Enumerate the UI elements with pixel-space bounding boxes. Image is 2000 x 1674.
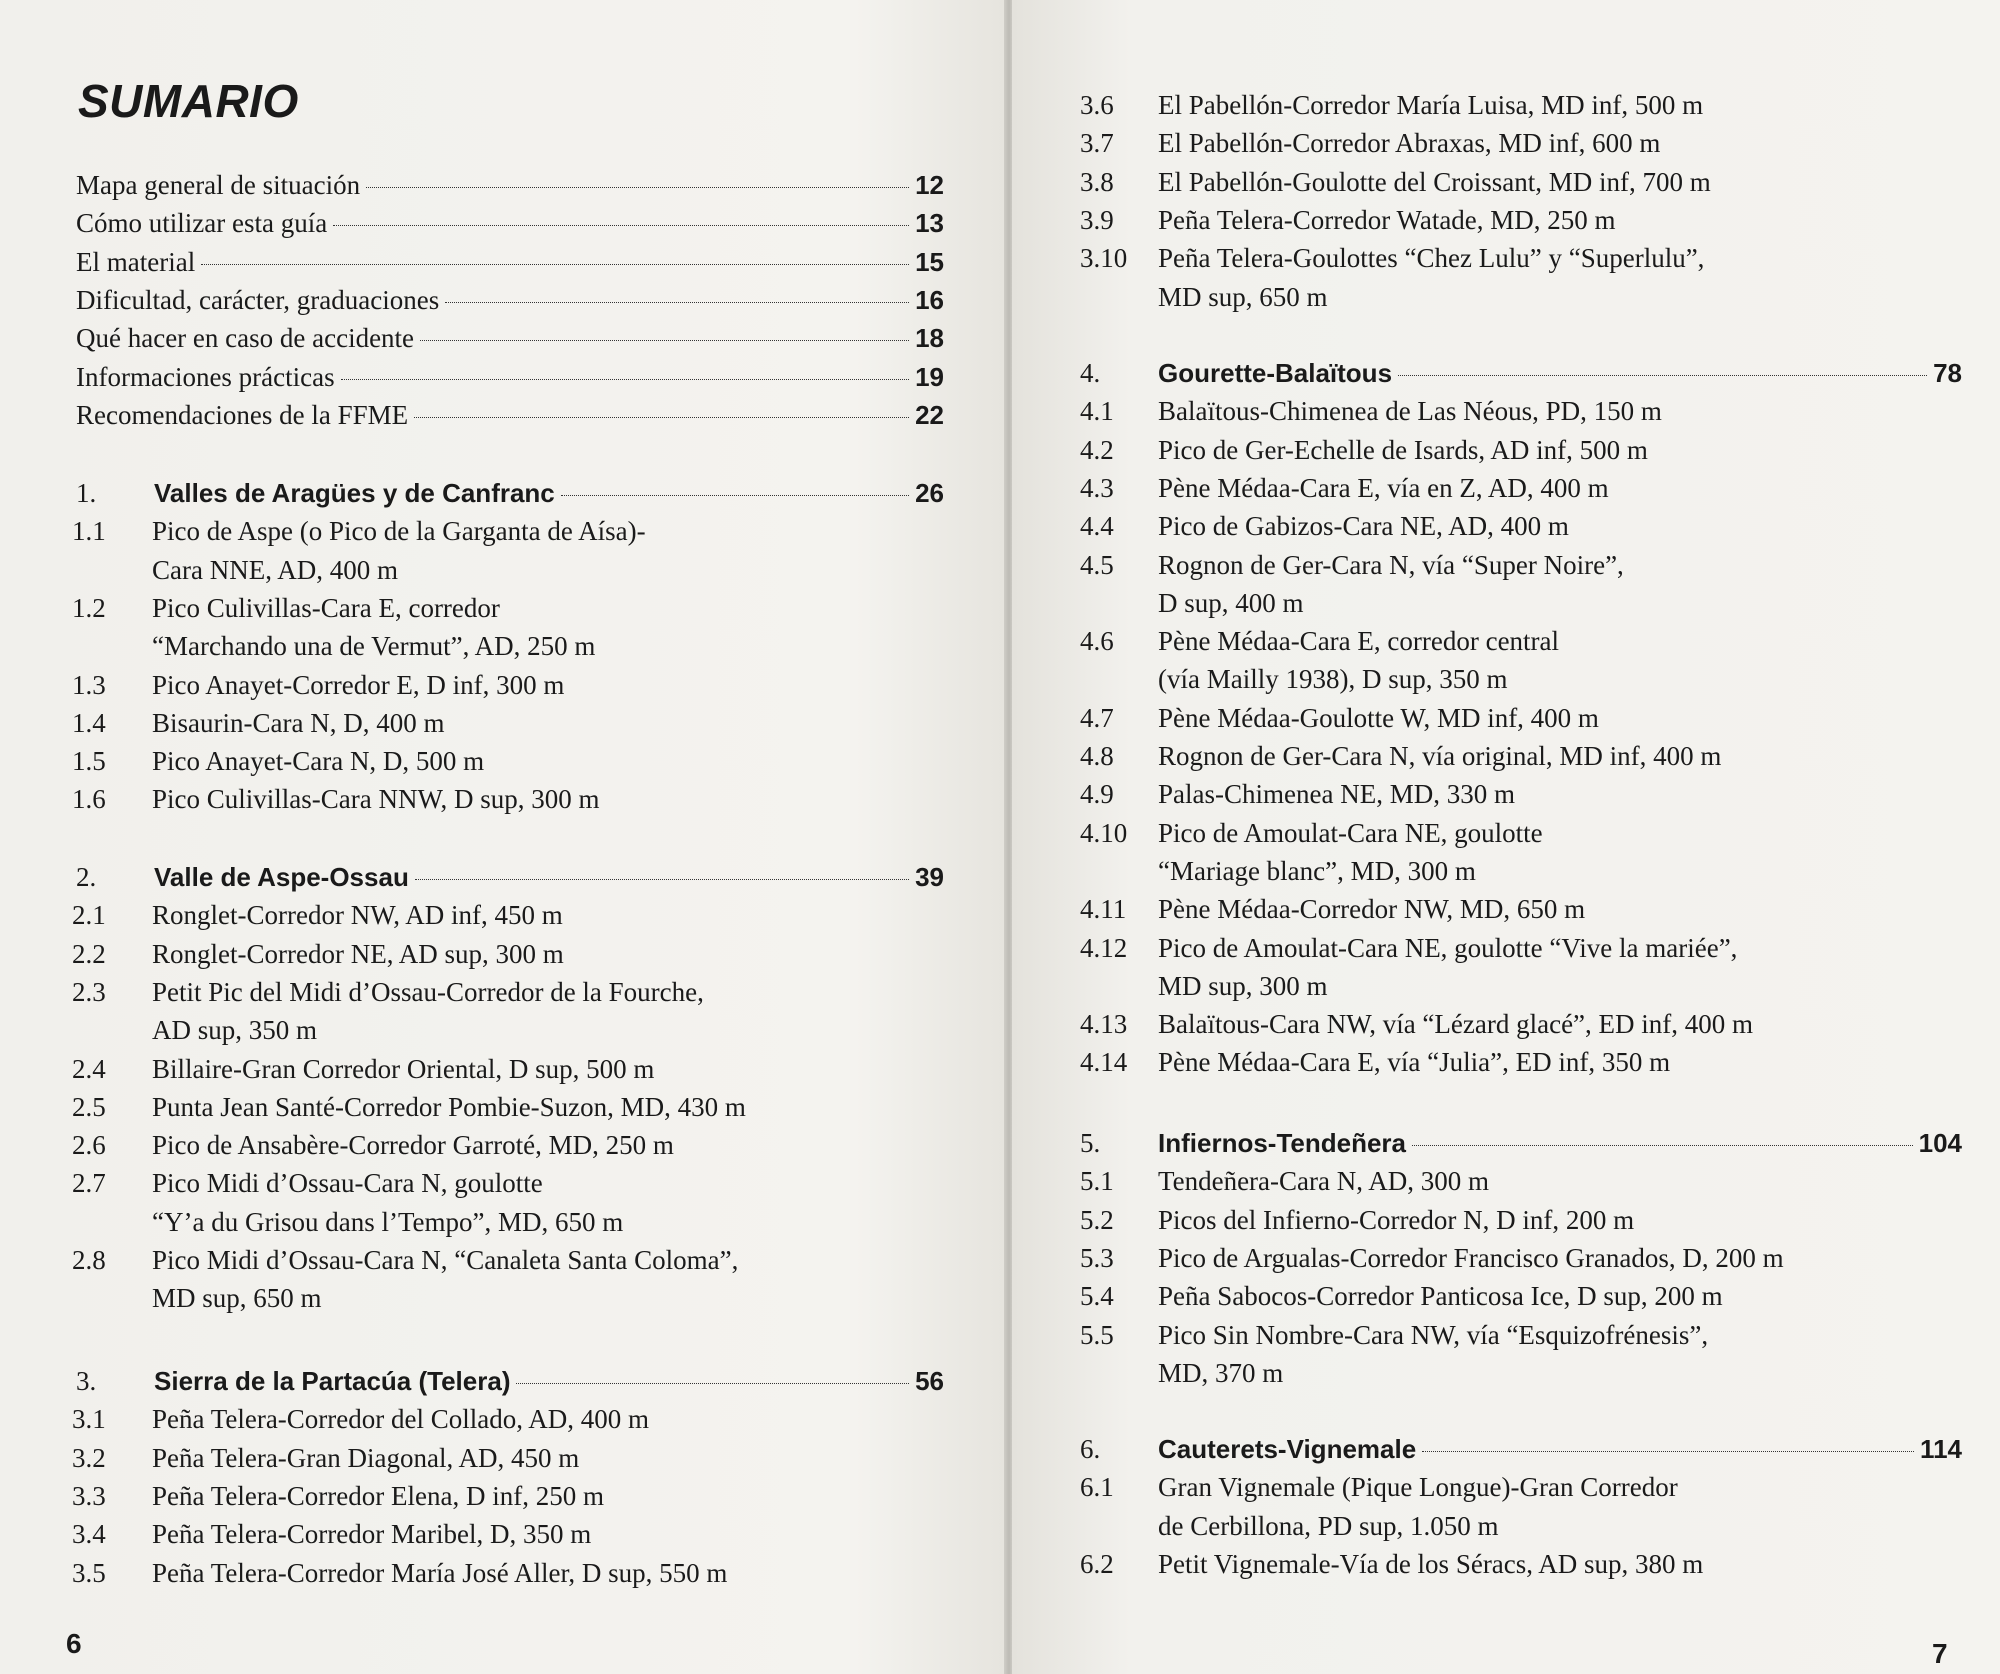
page-ref: 22 <box>915 399 944 430</box>
entry-text: Pico Culivillas-Cara E, corredor <box>152 592 500 623</box>
toc-item-line <box>72 1517 932 1551</box>
section-title: Gourette-Balaïtous <box>1158 358 1393 388</box>
entry-number: 3.5 <box>72 1557 106 1588</box>
entry-number: 3.6 <box>1080 90 1114 120</box>
dot-leader <box>445 302 909 303</box>
entry-text: AD sup, 350 m <box>152 1015 318 1046</box>
entry-number: 4.9 <box>1080 779 1114 810</box>
page-ref: 26 <box>915 478 944 508</box>
entry-number: 4.1 <box>1080 396 1114 427</box>
dot-leader <box>201 264 909 265</box>
toc-intro-entry <box>76 283 944 317</box>
entry-number: 2.1 <box>72 900 106 931</box>
entry-text: Pico Midi d’Ossau-Cara N, “Canaleta Santa Coloma”, <box>152 1245 739 1275</box>
page-ref: 114 <box>1920 1434 1962 1464</box>
entry-number: 3.3 <box>72 1480 106 1511</box>
entry-number: 4. <box>1080 358 1101 388</box>
entry-text: Billaire-Gran Corredor Oriental, D sup, 500 m <box>152 1053 655 1084</box>
toc-section-header <box>76 476 944 510</box>
dot-leader <box>414 417 909 418</box>
toc-item-line <box>1080 471 1960 505</box>
entry-number: 6. <box>1080 1434 1101 1464</box>
toc-item-line <box>1080 126 1960 160</box>
toc-item-line <box>72 1013 932 1047</box>
toc-item-line <box>72 1281 932 1315</box>
dot-leader <box>420 340 909 341</box>
entry-number: 5.4 <box>1080 1281 1114 1312</box>
toc-item-line <box>1080 394 1960 428</box>
toc-section-header <box>76 860 944 894</box>
toc-item-line <box>1080 165 1960 199</box>
toc-item-line <box>72 898 932 932</box>
entry-text: Peña Telera-Corredor María José Aller, D sup, 550 m <box>152 1557 728 1588</box>
entry-number: 5.1 <box>1080 1166 1114 1197</box>
toc-item-line <box>1080 739 1960 773</box>
toc-item-line <box>1080 548 1960 582</box>
dot-leader <box>333 225 909 226</box>
entry-text: (vía Mailly 1938), D sup, 350 m <box>1158 664 1508 695</box>
toc-item-line <box>1080 1547 1960 1581</box>
dot-leader <box>341 379 909 380</box>
entry-number: 4.2 <box>1080 434 1114 465</box>
section-title: Infiernos-Tendeñera <box>1158 1128 1407 1158</box>
entry-text: Picos del Infierno-Corredor N, D inf, 200 m <box>1158 1204 1635 1235</box>
entry-number: 4.11 <box>1080 894 1127 925</box>
entry-text: Informaciones prácticas <box>76 361 335 392</box>
entry-text: Peña Telera-Corredor Watade, MD, 250 m <box>1158 204 1616 235</box>
toc-item-line <box>1080 1356 1960 1390</box>
entry-text: Peña Telera-Goulottes “Chez Lulu” y “Superlulu”, <box>1158 243 1705 274</box>
page-ref: 104 <box>1918 1128 1962 1158</box>
toc-item-line <box>72 591 932 625</box>
toc-item-line <box>72 1128 932 1162</box>
toc-item-line <box>1080 624 1960 658</box>
entry-text: El material <box>76 246 196 277</box>
toc-item-line <box>1080 931 1960 965</box>
entry-text: Peña Telera-Corredor del Collado, AD, 400 m <box>152 1404 649 1435</box>
entry-number: 3.2 <box>72 1442 106 1473</box>
entry-text: MD, 370 m <box>1158 1357 1284 1388</box>
entry-text: “Marchando una de Vermut”, AD, 250 m <box>152 631 596 662</box>
toc-item-line <box>72 1052 932 1086</box>
entry-text: Pico Anayet-Corredor E, D inf, 300 m <box>152 669 565 700</box>
page-ref: 19 <box>915 361 944 392</box>
toc-item-line <box>1080 1318 1960 1352</box>
toc-item-line <box>1080 1045 1960 1079</box>
toc-item-line <box>1080 969 1960 1003</box>
page-ref: 16 <box>915 284 944 315</box>
toc-item-line <box>1080 88 1960 122</box>
entry-text: Petit Vignemale-Vía de los Séracs, AD sup, 380 m <box>1158 1548 1704 1579</box>
toc-item-line <box>1080 586 1960 620</box>
toc-item-line <box>72 1402 932 1436</box>
toc-item-line <box>72 937 932 971</box>
toc-item-line <box>72 975 932 1009</box>
entry-text: Pico Sin Nombre-Cara NW, vía “Esquizofrénesis”, <box>1158 1319 1709 1350</box>
entry-text: MD sup, 650 m <box>1158 281 1328 312</box>
toc-item-line <box>72 1479 932 1513</box>
entry-text: Peña Sabocos-Corredor Panticosa Ice, D sup, 200 m <box>1158 1281 1723 1312</box>
entry-text: Pico de Ansabère-Corredor Garroté, MD, 250 m <box>152 1130 674 1161</box>
entry-number: 3.1 <box>72 1404 106 1435</box>
entry-number: 3.8 <box>1080 166 1114 197</box>
entry-number: 6.2 <box>1080 1548 1114 1579</box>
toc-intro-entry <box>76 321 944 355</box>
entry-number: 1.4 <box>72 707 106 738</box>
entry-text: Cómo utilizar esta guía <box>76 208 328 239</box>
entry-number: 4.8 <box>1080 741 1114 771</box>
toc-item-line <box>1080 280 1960 314</box>
entry-number: 4.6 <box>1080 626 1114 657</box>
page-ref: 78 <box>1933 358 1962 388</box>
toc-item-line <box>72 514 932 548</box>
dot-leader <box>415 879 909 880</box>
entry-number: 3. <box>76 1366 97 1396</box>
toc-item-line <box>1080 241 1960 275</box>
entry-number: 4.13 <box>1080 1009 1128 1040</box>
entry-number: 1. <box>76 478 97 508</box>
entry-text: Gran Vignemale (Pique Longue)-Gran Corredor <box>1158 1472 1678 1503</box>
entry-text: Mapa general de situación <box>76 170 361 200</box>
entry-number: 2.6 <box>72 1130 106 1161</box>
entry-text: “Y’a du Grisou dans l’Tempo”, MD, 650 m <box>152 1206 624 1237</box>
toc-item-line <box>72 744 932 778</box>
entry-number: 3.4 <box>72 1519 106 1550</box>
entry-text: Pico de Amoulat-Cara NE, goulotte <box>1158 817 1543 848</box>
entry-text: Ronglet-Corredor NE, AD sup, 300 m <box>152 938 564 969</box>
entry-number: 4.12 <box>1080 932 1128 963</box>
entry-number: 2.7 <box>72 1168 106 1199</box>
entry-text: Balaïtous-Cara NW, vía “Lézard glacé”, ED inf, 400 m <box>1158 1009 1754 1040</box>
page-ref: 15 <box>915 246 944 277</box>
entry-text: Recomendaciones de la FFME <box>76 399 409 430</box>
entry-text: Pico Anayet-Cara N, D, 500 m <box>152 746 485 777</box>
entry-number: 4.4 <box>1080 511 1114 542</box>
entry-text: Peña Telera-Gran Diagonal, AD, 450 m <box>152 1442 580 1473</box>
entry-number: 6.1 <box>1080 1472 1114 1503</box>
toc-item-line <box>72 1441 932 1475</box>
dot-leader <box>366 187 909 188</box>
entry-text: Pène Médaa-Cara E, vía “Julia”, ED inf, 350 m <box>1158 1047 1671 1078</box>
toc-item-line <box>1080 1203 1960 1237</box>
toc-item-line <box>72 1090 932 1124</box>
entry-text: Bisaurin-Cara N, D, 400 m <box>152 707 445 738</box>
toc-intro-entry <box>76 245 944 279</box>
entry-number: 5.2 <box>1080 1204 1114 1235</box>
entry-text: Pène Médaa-Cara E, corredor central <box>1158 626 1560 657</box>
entry-text: Tendeñera-Cara N, AD, 300 m <box>1158 1166 1490 1197</box>
dot-leader <box>516 1383 909 1384</box>
page-ref: 18 <box>915 323 944 354</box>
toc-item-line <box>72 629 932 663</box>
toc-section-header <box>76 1364 944 1398</box>
entry-number: 4.14 <box>1080 1047 1128 1078</box>
toc-item-line <box>72 706 932 740</box>
entry-text: Pène Médaa-Goulotte W, MD inf, 400 m <box>1158 702 1599 733</box>
entry-text: “Mariage blanc”, MD, 300 m <box>1158 855 1476 886</box>
entry-number: 2.4 <box>72 1053 106 1084</box>
entry-text: Pène Médaa-Cara E, vía en Z, AD, 400 m <box>1158 472 1609 503</box>
entry-text: Pène Médaa-Corredor NW, MD, 650 m <box>1158 894 1586 925</box>
toc-item-line <box>72 782 932 816</box>
page-number-right: 7 <box>1932 1638 1948 1669</box>
entry-text: Punta Jean Santé-Corredor Pombie-Suzon, MD, 430 m <box>152 1091 746 1122</box>
entry-number: 3.10 <box>1080 243 1128 274</box>
entry-text: Rognon de Ger-Cara N, vía “Super Noire”, <box>1158 549 1624 580</box>
entry-text: Cara NNE, AD, 400 m <box>152 554 398 585</box>
page-title: SUMARIO <box>78 75 299 127</box>
entry-text: MD sup, 650 m <box>152 1283 322 1314</box>
toc-item-line <box>1080 1279 1960 1313</box>
section-title: Cauterets-Vignemale <box>1158 1434 1417 1464</box>
entry-number: 3.7 <box>1080 128 1114 159</box>
entry-number: 2. <box>76 862 97 892</box>
section-title: Valle de Aspe-Ossau <box>154 862 409 892</box>
entry-text: de Cerbillona, PD sup, 1.050 m <box>1158 1510 1499 1541</box>
toc-item-line <box>1080 1007 1960 1041</box>
toc-item-line <box>1080 854 1960 888</box>
toc-item-line <box>1080 1509 1960 1543</box>
right-page <box>1012 0 2000 1674</box>
entry-text: Pico de Aspe (o Pico de la Garganta de Aísa)- <box>152 516 646 547</box>
toc-section-header <box>1080 1126 1962 1160</box>
entry-number: 2.8 <box>72 1245 106 1275</box>
toc-item-line <box>72 1556 932 1590</box>
entry-number: 3.9 <box>1080 204 1114 235</box>
entry-number: 1.6 <box>72 784 106 815</box>
entry-text: El Pabellón-Goulotte del Croissant, MD inf, 700 m <box>1158 166 1711 197</box>
toc-intro-entry <box>76 206 944 240</box>
entry-text: Petit Pic del Midi d’Ossau-Corredor de la Fourche, <box>152 976 704 1007</box>
page-ref: 13 <box>915 208 944 239</box>
toc-item-line <box>1080 1470 1960 1504</box>
dot-leader <box>561 495 909 496</box>
dot-leader <box>1398 375 1927 376</box>
entry-number: 1.3 <box>72 669 106 700</box>
section-title: Valles de Aragües y de Canfranc <box>154 478 555 508</box>
entry-text: Pico de Ger-Echelle de Isards, AD inf, 500 m <box>1158 434 1648 465</box>
toc-item-line <box>72 1205 932 1239</box>
toc-item-line <box>72 1243 932 1277</box>
entry-text: El Pabellón-Corredor María Luisa, MD inf, 500 m <box>1158 90 1704 120</box>
entry-text: Palas-Chimenea NE, MD, 330 m <box>1158 779 1515 810</box>
entry-number: 5.3 <box>1080 1242 1114 1273</box>
section-title: Sierra de la Partacúa (Telera) <box>154 1366 511 1396</box>
entry-text: Pico de Amoulat-Cara NE, goulotte “Vive la mariée”, <box>1158 932 1738 963</box>
entry-number: 2.2 <box>72 938 106 969</box>
toc-item-line <box>1080 816 1960 850</box>
toc-section-header <box>1080 1432 1962 1466</box>
entry-number: 2.3 <box>72 976 106 1007</box>
page-ref: 56 <box>915 1366 944 1396</box>
entry-text: Pico Culivillas-Cara NNW, D sup, 300 m <box>152 784 600 815</box>
entry-number: 1.2 <box>72 592 106 623</box>
entry-number: 4.3 <box>1080 472 1114 503</box>
toc-intro-entry <box>76 398 944 432</box>
entry-number: 1.1 <box>72 516 106 547</box>
entry-text: El Pabellón-Corredor Abraxas, MD inf, 600 m <box>1158 128 1661 159</box>
entry-text: MD sup, 300 m <box>1158 970 1328 1001</box>
entry-number: 5.5 <box>1080 1319 1114 1350</box>
toc-item-line <box>1080 892 1960 926</box>
entry-text: Rognon de Ger-Cara N, vía original, MD inf, 400 m <box>1158 741 1722 771</box>
entry-text: D sup, 400 m <box>1158 587 1304 618</box>
entry-number: 2.5 <box>72 1091 106 1122</box>
entry-number: 4.10 <box>1080 817 1128 848</box>
toc-section-header <box>1080 356 1962 390</box>
entry-number: 4.7 <box>1080 702 1114 733</box>
toc-item-line <box>72 553 932 587</box>
entry-number: 4.5 <box>1080 549 1114 580</box>
entry-text: Balaïtous-Chimenea de Las Néous, PD, 150 m <box>1158 396 1662 427</box>
toc-item-line <box>1080 662 1960 696</box>
toc-item-line <box>1080 777 1960 811</box>
dot-leader <box>1412 1145 1913 1146</box>
toc-item-line <box>72 1166 932 1200</box>
toc-intro-entry <box>76 360 944 394</box>
toc-item-line <box>1080 1164 1960 1198</box>
page-ref: 12 <box>915 170 944 200</box>
toc-item-line <box>1080 701 1960 735</box>
entry-text: Pico de Argualas-Corredor Francisco Granados, D, 200 m <box>1158 1242 1784 1273</box>
toc-item-line <box>1080 509 1960 543</box>
page-ref: 39 <box>915 862 944 892</box>
toc-item-line <box>72 668 932 702</box>
entry-text: Pico de Gabizos-Cara NE, AD, 400 m <box>1158 511 1569 542</box>
dot-leader <box>1422 1451 1914 1452</box>
entry-text: Peña Telera-Corredor Elena, D inf, 250 m <box>152 1480 604 1511</box>
entry-text: Qué hacer en caso de accidente <box>76 323 415 354</box>
entry-number: 1.5 <box>72 746 106 777</box>
toc-intro-entry <box>76 168 944 202</box>
toc-item-line <box>1080 433 1960 467</box>
entry-text: Ronglet-Corredor NW, AD inf, 450 m <box>152 900 563 931</box>
entry-text: Pico Midi d’Ossau-Cara N, goulotte <box>152 1168 543 1199</box>
entry-number: 5. <box>1080 1128 1101 1158</box>
page-number-left: 6 <box>66 1628 82 1659</box>
entry-text: Peña Telera-Corredor Maribel, D, 350 m <box>152 1519 592 1550</box>
entry-text: Dificultad, carácter, graduaciones <box>76 284 440 315</box>
toc-item-line <box>1080 1241 1960 1275</box>
toc-item-line <box>1080 203 1960 237</box>
